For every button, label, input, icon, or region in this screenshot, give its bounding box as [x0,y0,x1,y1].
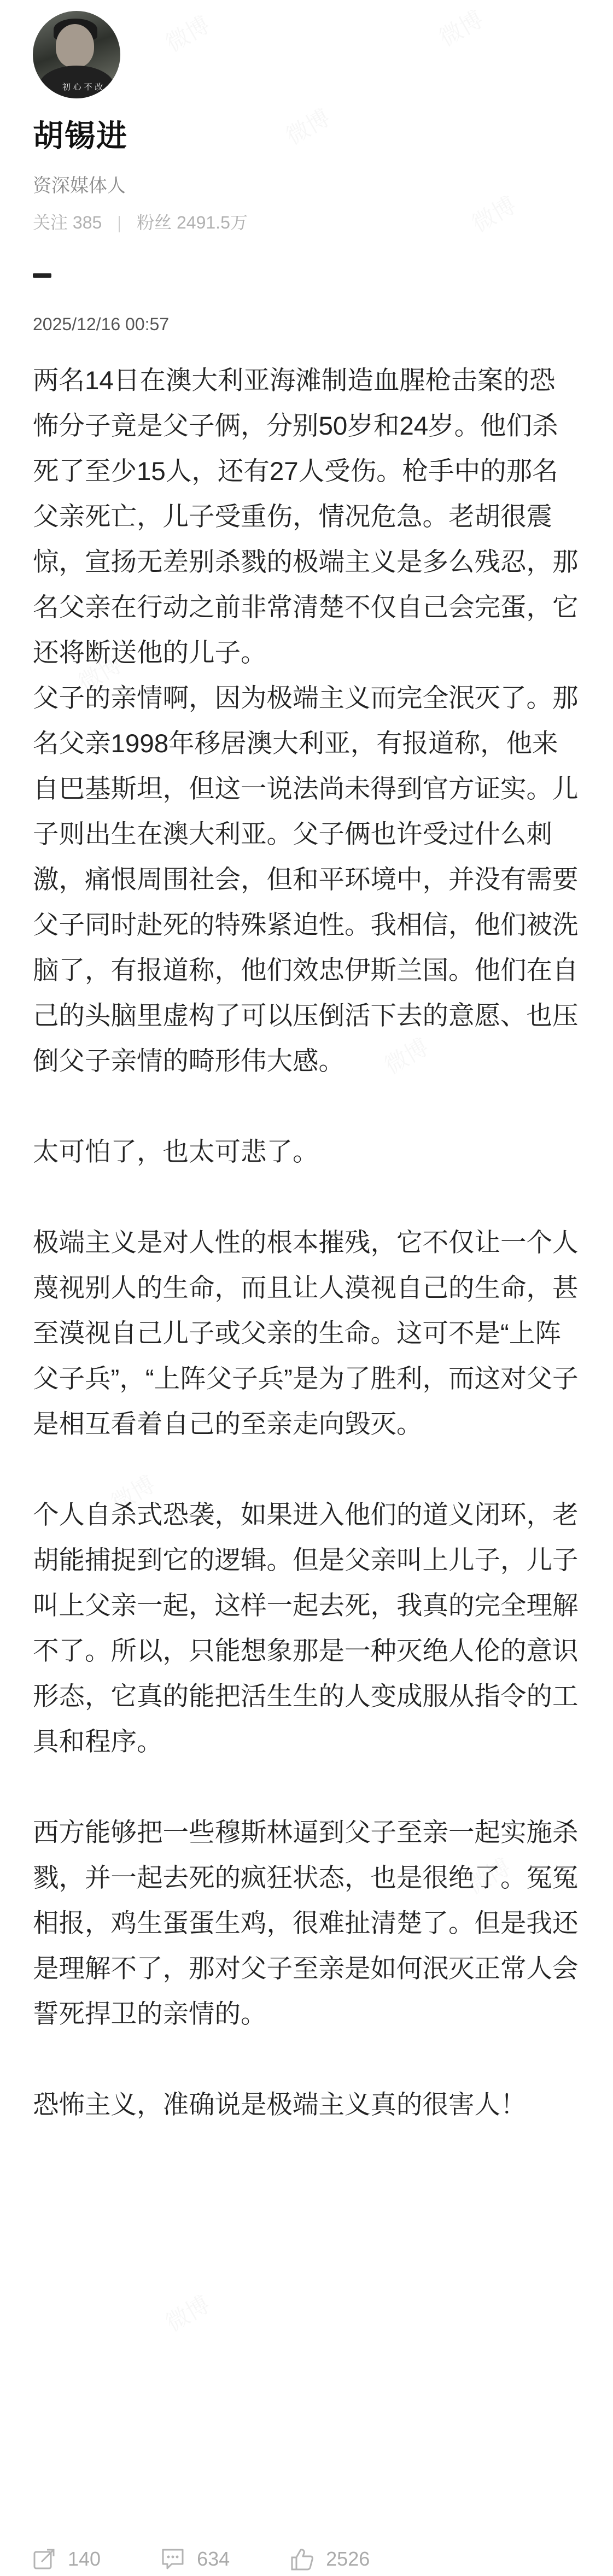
like-count: 2526 [326,2548,370,2570]
comment-count: 634 [197,2548,230,2570]
post-paragraph: 太可怕了，也太可悲了。 [33,1138,319,1167]
post-paragraph: 父子的亲情啊，因为极端主义而完全泯灭了。那名父亲1998年移居澳大利亚，有报道称，他来自巴基斯坦，但这一说法尚未得到官方证实。儿子则出生在澳大利亚。父子俩也许受过什么刺激，痛恨周围社会，但和平环境中，并没有需要父子同时赴死的特殊紧迫性。我相信，他们被洗脑了，有报道称，他们效忠伊斯兰国。他们在自己的头脑里虚构了可以压倒活下去的意愿、也压倒父子亲情的畸形伟大感。 [33,684,579,1076]
followers-label: 粉丝 [137,213,172,232]
post-paragraph: 恐怖主义，准确说是极端主义真的很害人！ [33,2091,527,2120]
stats-divider [119,216,120,232]
post-paragraph: 个人自杀式恐袭，如果进入他们的道义闭环，老胡能捕捉到它的逻辑。但是父亲叫上儿子，儿子叫上父亲一起，这样一起去死，我真的完全理解不了。所以，只能想象那是一种灭绝人伦的意识形态，它真的能把活生生的人变成服从指令的工具和程序。 [33,1501,579,1757]
watermark [159,7,215,58]
post-content [33,358,580,2128]
post-paragraph: 两名14日在澳大利亚海滩制造血腥枪击案的恐怖分子竟是父子俩，分别50岁和24岁。他们杀死了至少15人，还有27人受伤。枪手中的那名父亲死亡，儿子受重伤，情况危急。老胡很震惊，宣扬无差别杀戮的极端主义是多么残忍，那名父亲在行动之前非常清楚不仅自己会完蛋，它还将断送他的儿子。 [33,366,579,668]
following-stat[interactable] [33,213,107,232]
comment-icon [161,2548,185,2571]
author-stats [33,209,248,234]
avatar[interactable] [33,11,120,98]
author-title: 资深媒体人 [33,175,126,196]
repost-icon [33,2548,56,2571]
author-name[interactable]: 胡锡进 [33,119,128,153]
repost-count: 140 [68,2548,101,2570]
watermark [279,100,336,151]
watermark [159,2287,215,2338]
like-button[interactable] [290,2548,370,2571]
action-bar [33,2548,580,2571]
post-paragraph: 西方能够把一些穆斯林逼到父子至亲一起实施杀戮，并一起去死的疯狂状态，也是很绝了。冤冤相报，鸡生蛋蛋生鸡，很难扯清楚了。但是我还是理解不了，那对父子至亲是如何泯灭正常人会誓死捍卫的亲情的。 [33,1818,579,2029]
author-avatar-wrapper[interactable] [33,11,120,98]
repost-button[interactable] [33,2548,101,2571]
post-date: 2025/12/16 00:57 [33,314,170,334]
watermark [433,2,489,53]
section-divider [33,273,51,278]
watermark [465,188,522,239]
comment-button[interactable] [161,2548,230,2571]
following-count: 385 [72,213,102,232]
post-paragraph: 极端主义是对人性的根本摧残，它不仅让一个人蔑视别人的生命，而且让人漠视自己的生命，甚至漠视自己儿子或父亲的生命。这可不是“上阵父子兵”，“上阵父子兵”是为了胜利，而这对父子是相互看着自己的至亲走向毁灭。 [33,1228,579,1439]
followers-stat[interactable] [137,213,248,232]
followers-count: 2491.5万 [176,213,248,232]
avatar-caption: 初 心 不 改 [62,82,103,92]
following-label: 关注 [33,213,68,232]
thumbs-up-icon [290,2548,314,2571]
